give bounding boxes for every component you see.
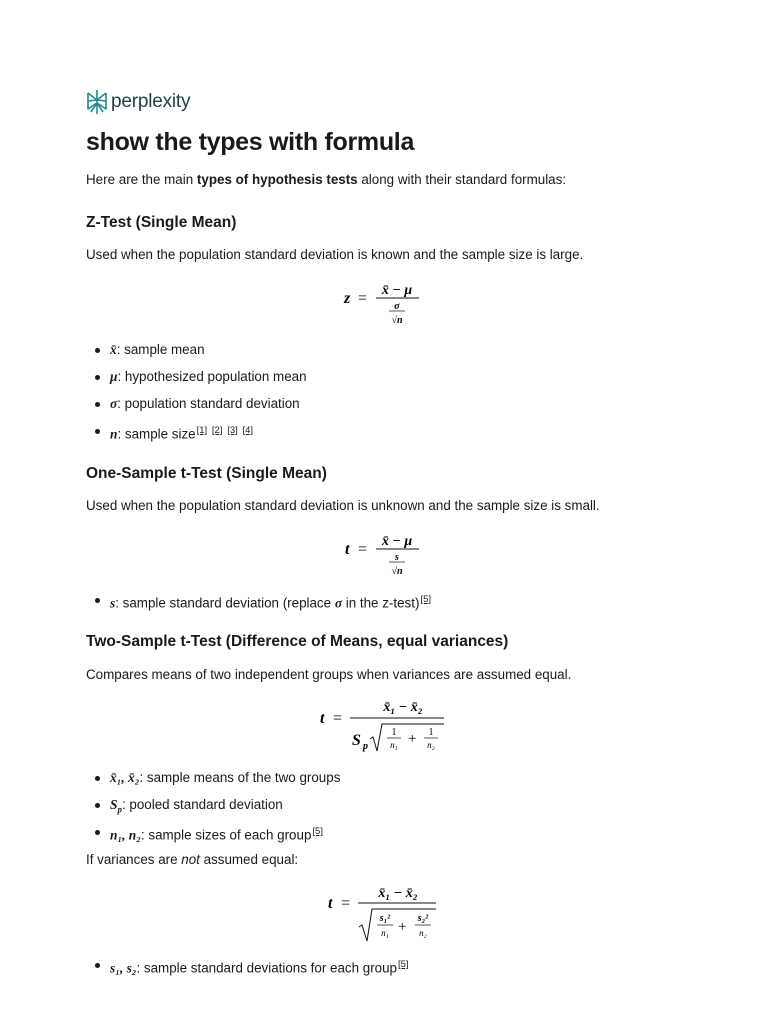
fraction-s2-squared: s₂² xyxy=(417,913,429,924)
citation-link[interactable]: [4] xyxy=(242,425,254,436)
plus-sign: + xyxy=(408,731,417,747)
citation-link[interactable]: [3] xyxy=(227,425,238,436)
formula-equals: = xyxy=(358,290,368,307)
formula-numerator: x̄₁ − x̄₂ xyxy=(378,886,418,901)
formula-one-sample-t-test xyxy=(341,528,451,580)
formula-lhs: z xyxy=(344,290,351,307)
intro-paragraph xyxy=(86,171,566,189)
list-item-text: : sample standard deviations for each group xyxy=(136,960,397,976)
citation-link[interactable]: [5] xyxy=(312,826,323,837)
formula-two-sample-t-test xyxy=(318,693,448,755)
fraction-one: 1 xyxy=(428,727,434,738)
math-symbol: μ xyxy=(110,369,118,384)
plus-sign: + xyxy=(398,919,407,935)
symbol-list-welch-t-test xyxy=(86,956,409,983)
list-item xyxy=(86,341,307,368)
list-item xyxy=(86,395,307,422)
formula-numerator: x̄₁ − x̄₂ xyxy=(383,700,423,715)
formula-numerator: x̄ − μ xyxy=(381,283,413,298)
formula-lhs: t xyxy=(345,541,350,558)
unequal-text-pre: If variances are xyxy=(86,852,182,867)
list-item-text: : sample standard deviation (replace xyxy=(115,595,335,611)
math-symbol: x̄₁, x̄₂ xyxy=(110,770,140,785)
formula-z-test xyxy=(341,277,451,329)
formula-equals: = xyxy=(333,710,343,727)
math-symbol: n xyxy=(110,426,118,442)
fraction-s1-squared: s₁² xyxy=(379,913,391,924)
math-symbol: S xyxy=(110,797,118,812)
fraction-n1: n₁ xyxy=(390,740,398,750)
citation-link[interactable]: [5] xyxy=(398,959,409,970)
list-item-text: : sample mean xyxy=(116,342,205,357)
fraction-n2: n₂ xyxy=(427,740,435,750)
section-desc-two-sample-t-test: Compares means of two independent groups when variances are assumed equal. xyxy=(86,667,572,682)
list-item xyxy=(86,591,431,618)
list-item xyxy=(86,956,409,983)
fraction-one: 1 xyxy=(391,727,397,738)
symbol-list-one-sample-t-test xyxy=(86,591,431,618)
fraction-n2: n₂ xyxy=(419,928,427,938)
list-item-text: : pooled standard deviation xyxy=(121,797,283,812)
math-symbol: σ xyxy=(334,595,343,611)
brand-logo[interactable] xyxy=(86,89,190,115)
section-heading-two-sample-t-test: Two-Sample t-Test (Difference of Means, equal variances) xyxy=(86,633,509,650)
math-symbol: n₁, n₂ xyxy=(110,827,141,843)
symbol-list-z-test xyxy=(86,341,307,449)
formula-lhs: t xyxy=(320,710,325,727)
citation-link[interactable]: [2] xyxy=(211,425,223,436)
section-desc-one-sample-t-test: Used when the population standard deviation is unknown and the sample size is small. xyxy=(86,498,600,513)
math-symbol: σ xyxy=(110,396,118,411)
math-symbol: s xyxy=(110,595,116,611)
formula-den-numerator: σ xyxy=(394,301,400,312)
symbol-list-two-sample-t-test xyxy=(86,769,340,850)
section-desc-z-test: Used when the population standard deviation is known and the sample size is large. xyxy=(86,247,584,262)
list-item xyxy=(86,368,307,395)
formula-lhs: t xyxy=(328,895,333,912)
citation-link[interactable]: [5] xyxy=(420,594,431,605)
intro-text-bold: types of hypothesis tests xyxy=(196,172,358,187)
formula-equals: = xyxy=(358,541,368,558)
list-item-text: : sample sizes of each group xyxy=(140,827,312,843)
formula-den-denominator: √n xyxy=(391,566,403,577)
list-item-text: : sample means of the two groups xyxy=(139,770,341,785)
list-item-text: : sample size xyxy=(117,426,196,442)
fraction-n1: n₁ xyxy=(381,928,389,938)
brand-name: perplexity xyxy=(111,91,191,112)
list-item-text: : hypothesized population mean xyxy=(117,369,307,384)
list-item xyxy=(86,769,340,796)
list-item-text: : population standard deviation xyxy=(117,396,300,411)
perplexity-logo-icon xyxy=(86,89,108,115)
list-item-text: in the z-test) xyxy=(342,595,420,611)
unequal-text-post: assumed equal: xyxy=(199,852,299,867)
unequal-text-em: not xyxy=(181,852,200,867)
list-item xyxy=(86,823,340,850)
intro-text-pre: Here are the main xyxy=(86,172,197,187)
pooled-sd-symbol: S xyxy=(352,732,361,749)
section-heading-z-test: Z-Test (Single Mean) xyxy=(86,214,237,231)
formula-den-denominator: √n xyxy=(391,315,403,326)
formula-numerator: x̄ − μ xyxy=(381,534,413,549)
formula-welch-t-test xyxy=(326,877,441,945)
math-symbol: x̄ xyxy=(110,342,117,357)
math-symbol: s₁, s₂ xyxy=(110,960,137,976)
formula-den-numerator: s xyxy=(395,552,399,563)
list-item xyxy=(86,422,307,449)
list-item xyxy=(86,796,340,823)
math-subscript: p xyxy=(117,804,122,815)
pooled-sd-subscript: p xyxy=(363,741,368,752)
unequal-variance-paragraph xyxy=(86,851,298,869)
section-heading-one-sample-t-test: One-Sample t-Test (Single Mean) xyxy=(86,465,327,482)
page-title: show the types with formula xyxy=(86,128,415,156)
intro-text-post: along with their standard formulas: xyxy=(357,172,567,187)
citation-link[interactable]: [1] xyxy=(196,425,208,436)
formula-equals: = xyxy=(341,895,351,912)
